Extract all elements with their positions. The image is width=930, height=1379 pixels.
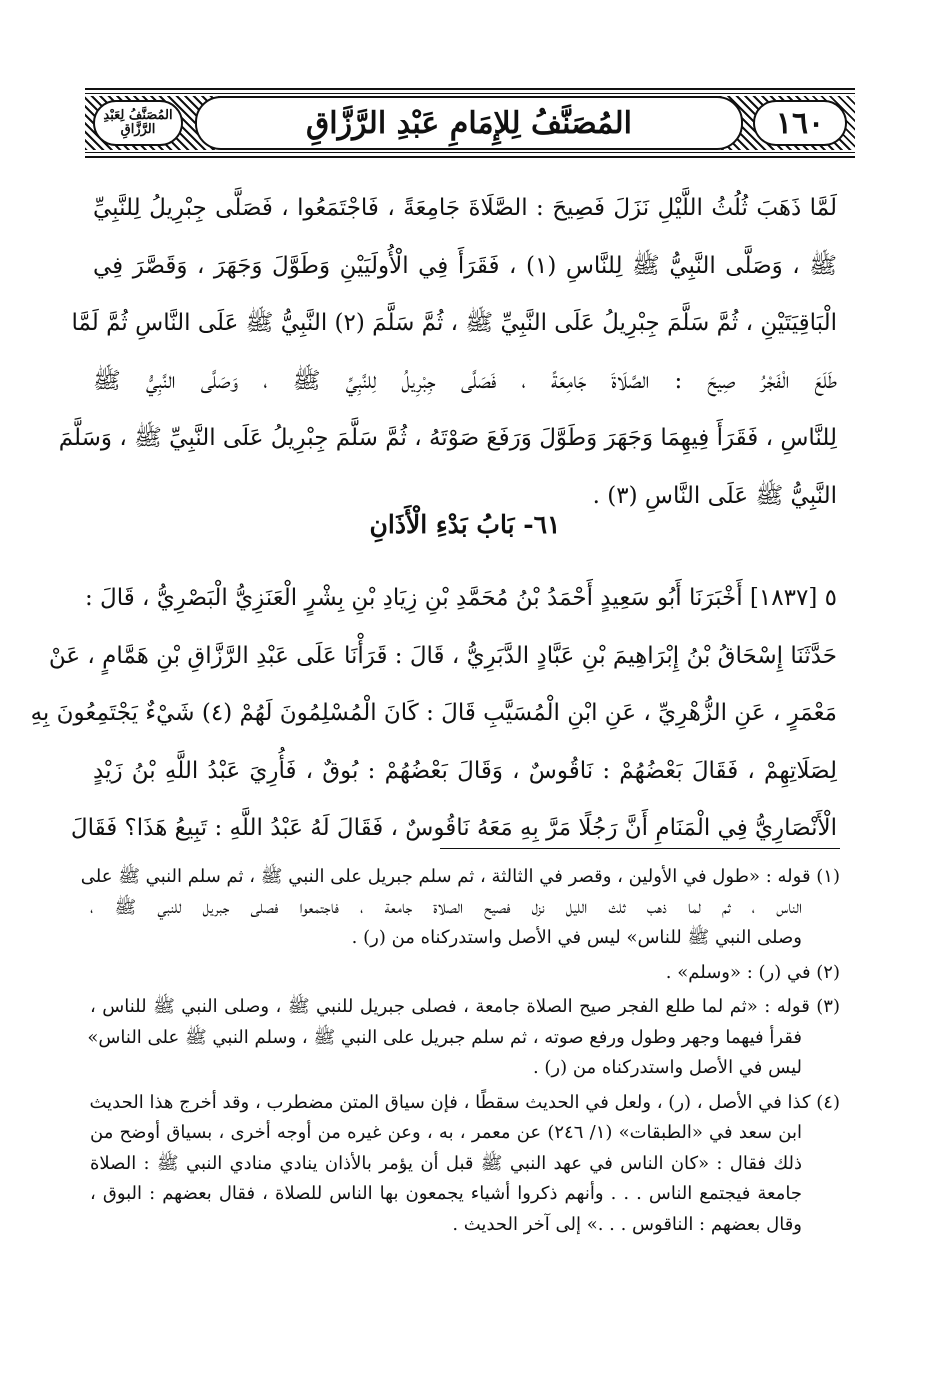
header-logo-left <box>93 100 183 146</box>
header-page-number-box <box>753 100 847 146</box>
text-line: طَلَعَ الْفَجْرُ صِيحَ : الصَّلَاةَ جَامِعَةً ، فَصَلَّى جِبْرِيلُ لِلنَّبِيِّ ﷺ ، وَصَلَّى النَّبِيُّ ﷺ <box>93 367 837 394</box>
text-line: لِلنَّاسِ ، فَقَرَأَ فِيهِمَا وَجَهَرَ وَطَوَّلَ وَرَفَعَ صَوْتَهُ ، ثُمَّ سَلَّمَ جِبْرِيلُ عَلَى النَّبِيِّ ﷺ ، وَسَلَّمَ <box>58 425 837 451</box>
footnote-line: (١) قوله : «طول في الأولين ، وقصر في الثالثة ، ثم سلم جبريل على النبي ﷺ ، ثم سلم النبي ﷺ على <box>80 866 840 887</box>
footnote-line: ليس في الأصل واستدركناه من (ر) . <box>532 1057 802 1078</box>
footnote-1 <box>80 862 840 954</box>
text-line: ٥ [١٨٣٧] أَخْبَرَنَا أَبُو سَعِيدٍ أَحْمَدُ بْنُ مُحَمَّدِ بْنِ زِيَادِ بْنِ بِشْرٍ الْعَنَزِيُّ الْبَصْرِيُّ ، قَالَ : <box>84 585 837 611</box>
text-line: حَدَّثَنَا إِسْحَاقُ بْنُ إِبْرَاهِيمَ بْنِ عَبَّادٍ الدَّبَرِيُّ ، قَالَ : قَرَأْنَا عَلَى عَبْدِ الرَّزَّاقِ بْنِ هَمَّامٍ ، عَنْ <box>48 642 837 669</box>
footnote-separator <box>440 848 840 849</box>
footnote-2 <box>90 958 840 989</box>
header-rule <box>85 88 855 90</box>
page-number: ١٦٠ <box>775 105 825 141</box>
header-rule <box>85 93 855 94</box>
chapter-heading: ٦١- بَابُ بَدْءِ الْأَذَانِ <box>369 510 561 539</box>
header-rule <box>85 156 855 158</box>
book-title: المُصَنَّفُ لِلإِمَامِ عَبْدِ الرَّزَّاقِ <box>306 105 632 141</box>
text-line: الْأَنْصَارِيُّ فِي الْمَنَامِ أَنَّ رَجُلًا مَرَّ بِهِ مَعَهُ نَاقُوسٌ ، فَقَالَ لَهُ عَبْدُ اللَّهِ : تَبِيعُ هَذَا؟ فَقَالَ <box>70 815 837 841</box>
footnote-line: الناس ، ثم لما ذهب ثلث الليل نزل فصيح الصلاة جامعة ، فاجتمعوا فصلى جبريل للنبي ﷺ ، <box>90 896 802 918</box>
footnote-3 <box>87 992 840 1084</box>
footnote-line: ذلك فقال : «كان الناس في عهد النبي ﷺ قبل أن يؤمر بالأذان ينادي منادي النبي ﷺ : الصلاة <box>90 1152 802 1174</box>
footnote-line: (٤) كذا في الأصل ، (ر) ، ولعل في الحديث سقطًا ، فإن سياق المتن مضطرب ، وقد أخرج هذا الحديث <box>89 1091 840 1113</box>
header-title-box <box>195 96 743 150</box>
text-line: ﷺ ، وَصَلَّى النَّبِيُّ ﷺ لِلنَّاسِ (١) ، فَقَرَأَ فِي الْأُولَيَيْنِ وَطَوَّلَ وَجَهَرَ ، وَقَصَّرَ فِي <box>93 252 837 279</box>
footnote-line: جامعة فيجتمع الناس . . . وأنهم ذكروا أشياء يجمعون بها الناس للصلاة ، فقال بعضهم : البوق ، <box>90 1183 802 1204</box>
footnote-line: (٢) في (ر) : «وسلم» . <box>665 961 840 983</box>
footnote-line: وقال بعضهم : الناقوس . . .» إلى آخر الحديث . <box>452 1213 802 1235</box>
footnote-line: ابن سعد في «الطبقات» (١/ ٢٤٦) عن معمر ، به ، وعن غيره من أوجه أخرى ، بسياق أوضح من <box>90 1122 803 1143</box>
footnotes <box>80 862 840 1244</box>
text-line: لَمَّا ذَهَبَ ثُلُثُ اللَّيْلِ نَزَلَ فَصِيحَ : الصَّلَاةَ جَامِعَةً ، فَاجْتَمَعُوا ، فَصَلَّى جِبْرِيلُ لِلنَّبِيِّ <box>93 195 837 221</box>
footnote-line: (٣) قوله : «ثم لما طلع الفجر صيح الصلاة جامعة ، فصلى جبريل للنبي ﷺ ، وصلى النبي ﷺ للناس ، <box>90 996 840 1017</box>
footnote-line: فقرأ فيهما وجهر وطول ورفع صوته ، ثم سلم جبريل على النبي ﷺ ، وسلم النبي ﷺ على الناس» <box>87 1026 802 1048</box>
footnote-line: وصلى النبي ﷺ للناس» ليس في الأصل واستدركناه من (ر) . <box>351 927 802 948</box>
hadith-text <box>30 570 837 858</box>
page-header <box>85 88 855 158</box>
text-line: مَعْمَرٍ ، عَنِ الزُّهْرِيِّ ، عَنِ ابْنِ الْمُسَيَّبِ قَالَ : كَانَ الْمُسْلِمُونَ لَهُمْ (٤) شَيْءٌ يَجْتَمِعُونَ بِهِ <box>30 700 837 726</box>
header-rule <box>85 152 855 153</box>
text-line: النَّبِيُّ ﷺ عَلَى النَّاسِ (٣) . <box>592 482 837 509</box>
text-line: لِصَلَاتِهِمْ ، فَقَالَ بَعْضُهُمْ : نَاقُوسٌ ، وَقَالَ بَعْضُهُمْ : بُوقٌ ، فَأُرِيَ عَبْدُ اللَّهِ بْنُ زَيْدٍ <box>93 757 837 784</box>
footnote-4 <box>90 1088 840 1241</box>
text-line: الْبَاقِيَتَيْنِ ، ثُمَّ سَلَّمَ جِبْرِيلُ عَلَى النَّبِيِّ ﷺ ، ثُمَّ سَلَّمَ (٢) النَّبِيُّ ﷺ عَلَى النَّاسِ ثُمَّ لَمَّا <box>71 310 837 336</box>
hadith-text-continuation <box>58 180 837 525</box>
logo-text: المُصَنَّفُ لِعَبْدِ الرَّزَّاقِ <box>103 108 173 137</box>
